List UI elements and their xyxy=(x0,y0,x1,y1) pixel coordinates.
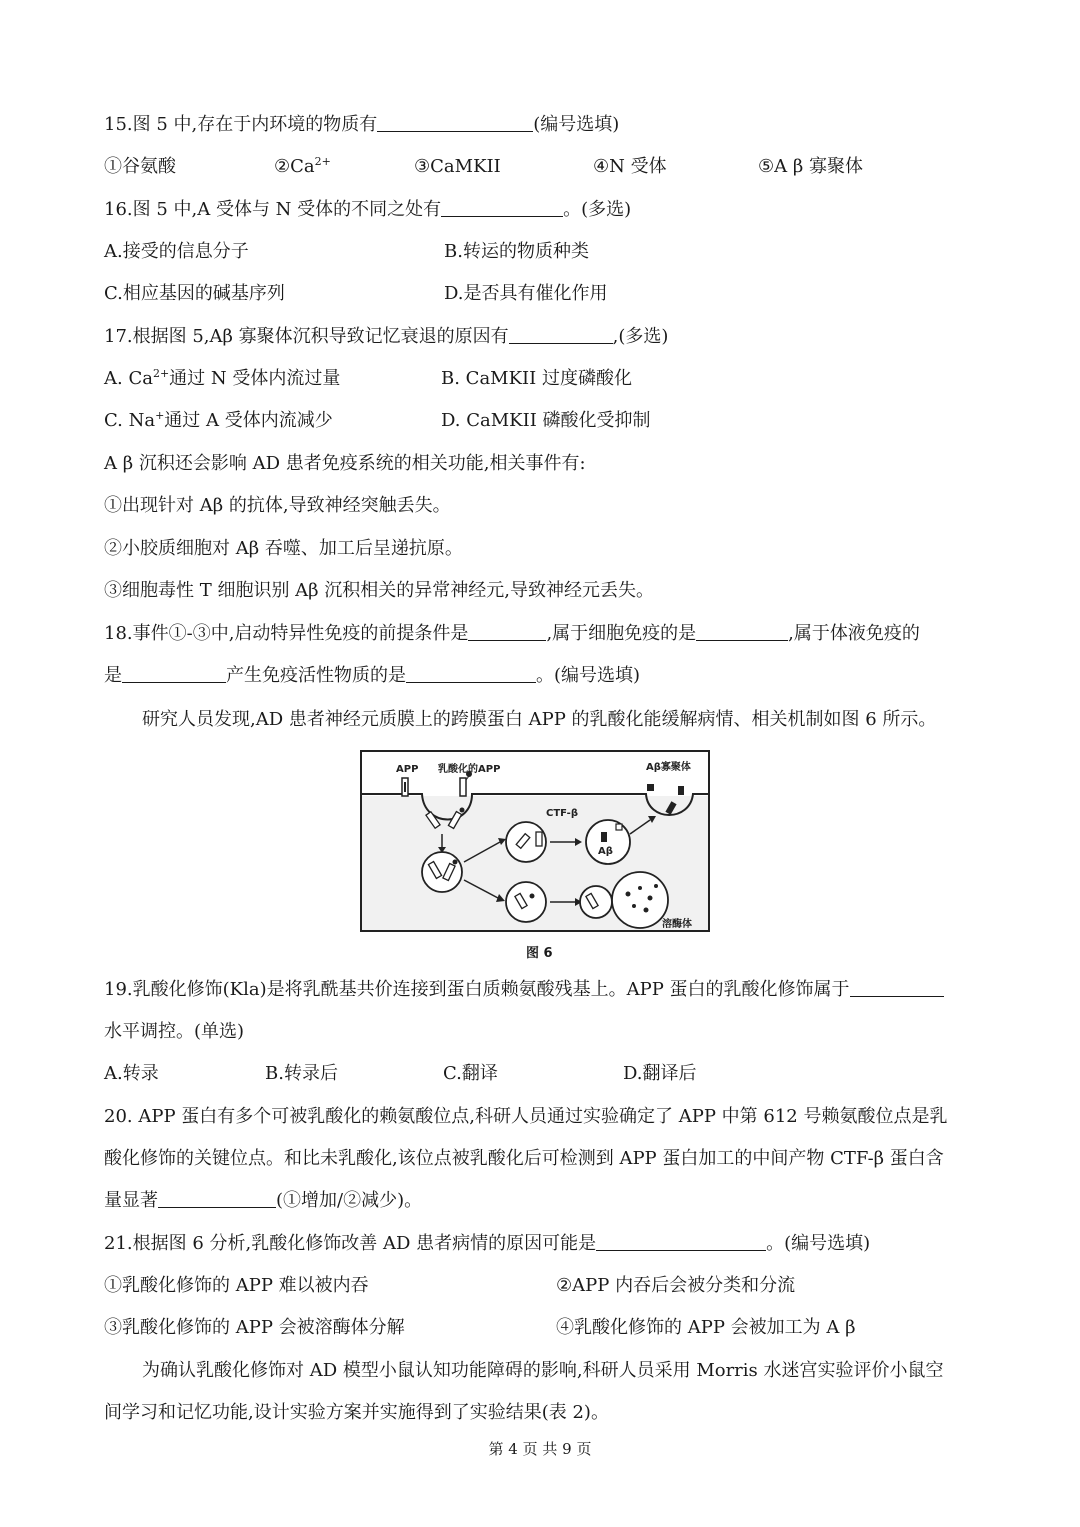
q16-stem: 16.图 5 中,A 受体与 N 受体的不同之处有 xyxy=(104,199,442,220)
q16-option-d: D.是否具有催化作用 xyxy=(444,283,608,304)
page-footer: 第 4 页 共 9 页 xyxy=(488,1440,592,1458)
immune-event-3: ③细胞毒性 T 细胞识别 Aβ 沉积相关的异常神经元,导致神经元丢失。 xyxy=(104,580,655,601)
q18-line-2 xyxy=(104,664,640,688)
label-lactylated-app: 乳酸化的APP xyxy=(438,764,501,775)
q16-answer-blank[interactable] xyxy=(441,198,563,217)
q15-answer-blank[interactable] xyxy=(377,113,533,132)
label-abeta: Aβ xyxy=(598,846,613,857)
q19-stem-line xyxy=(104,978,944,1002)
q15-option-3: ③CaMKII xyxy=(414,156,501,177)
q21-hint: 。(编号选填) xyxy=(766,1233,871,1254)
label-lysosome: 溶酶体 xyxy=(662,919,692,930)
q17-option-a: A. $Ca^{2+}$通过 N 受体内流过量 xyxy=(104,367,341,389)
q15-option-2: $②Ca^{2+}$ xyxy=(274,155,331,177)
q15-option-1: ①谷氨酸 xyxy=(104,156,176,177)
q21-option-1: ①乳酸化修饰的 APP 难以被内吞 xyxy=(104,1275,369,1296)
q20-line-3 xyxy=(104,1189,422,1213)
q15-stem: 15.图 5 中,存在于内环境的物质有 xyxy=(104,114,378,135)
abeta-vesicle xyxy=(586,820,630,864)
q17-hint: ,(多选) xyxy=(612,326,669,347)
q18-blank-2[interactable] xyxy=(696,622,788,641)
q21-option-2: ②APP 内吞后会被分类和分流 xyxy=(556,1275,796,1296)
lysosome xyxy=(612,872,668,928)
q17-option-c: C. Na+通过 A 受体内流减少 xyxy=(104,409,333,431)
q18-blank-1[interactable] xyxy=(468,622,546,641)
label-ctf-beta: CTF-β xyxy=(546,808,578,819)
abeta-oligomer-1 xyxy=(647,784,654,791)
q15-stem-line xyxy=(104,113,619,137)
q17-answer-blank[interactable] xyxy=(509,325,613,344)
q19-answer-blank[interactable] xyxy=(850,978,944,997)
q16-option-b: B.转运的物质种类 xyxy=(444,241,589,262)
app-paragraph: 研究人员发现,AD 患者神经元质膜上的跨膜蛋白 APP 的乳酸化能缓解病情、相关机制如图 6 所示。 xyxy=(142,709,937,730)
q19-option-d: D.翻译后 xyxy=(623,1063,697,1084)
immune-intro: A β 沉积还会影响 AD 患者免疫系统的相关功能,相关事件有: xyxy=(104,453,586,474)
q20-line-1: 20. APP 蛋白有多个可被乳酸化的赖氨酸位点,科研人员通过实验确定了 APP 中第 612 号赖氨酸位点是乳 xyxy=(104,1106,948,1127)
q17-stem: 17.根据图 5,Aβ 寡聚体沉积导致记忆衰退的原因有 xyxy=(104,326,509,347)
q18-line-1 xyxy=(104,622,920,646)
q18-part-4: 是 xyxy=(104,665,122,686)
q16-hint: 。(多选) xyxy=(563,199,632,220)
immune-event-1: ①出现针对 Aβ 的抗体,导致神经突触丢失。 xyxy=(104,495,451,516)
q21-stem: 21.根据图 6 分析,乳酸化修饰改善 AD 患者病情的原因可能是 xyxy=(104,1233,597,1254)
morris-paragraph-line-2: 间学习和记忆功能,设计实验方案并实施得到了实验结果(表 2)。 xyxy=(104,1402,609,1423)
q19-option-b: B.转录后 xyxy=(265,1063,338,1084)
q18-blank-3[interactable] xyxy=(122,664,226,683)
immune-event-2: ②小胶质细胞对 Aβ 吞噬、加工后呈递抗原。 xyxy=(104,538,463,559)
q21-answer-blank[interactable] xyxy=(596,1232,766,1251)
endosome-bottom xyxy=(506,882,546,922)
q17-option-b: B. CaMKII 过度磷酸化 xyxy=(441,368,632,389)
q20-part-b: (①增加/②减少)。 xyxy=(276,1190,423,1211)
q17-stem-line xyxy=(104,325,668,349)
q15-hint: (编号选填) xyxy=(533,114,620,135)
q18-blank-4[interactable] xyxy=(406,664,536,683)
q16-stem-line xyxy=(104,198,631,222)
q21-option-4: ④乳酸化修饰的 APP 会被加工为 A β xyxy=(556,1317,856,1338)
q18-part-6: 。(编号选填) xyxy=(536,665,641,686)
q18-part-1: 18.事件①-③中,启动特异性免疫的前提条件是 xyxy=(104,623,469,644)
q19-option-c: C.翻译 xyxy=(443,1063,498,1084)
label-app: APP xyxy=(396,764,419,775)
q21-option-3: ③乳酸化修饰的 APP 会被溶酶体分解 xyxy=(104,1317,405,1338)
q20-line-2: 酸化修饰的关键位点。和比未乳酸化,该位点被乳酸化后可检测到 APP 蛋白加工的中间产物 CTF-β 蛋白含 xyxy=(104,1148,944,1169)
q15-option-4: ④N 受体 xyxy=(593,156,667,177)
q17-option-d: D. CaMKII 磷酸化受抑制 xyxy=(441,410,651,431)
q18-part-5: 产生免疫活性物质的是 xyxy=(226,665,406,686)
abeta-oligomer-2 xyxy=(678,786,684,795)
label-abeta-oligomer: Aβ寡聚体 xyxy=(646,762,691,773)
q19-option-a: A.转录 xyxy=(104,1063,159,1084)
q18-part-2: ,属于细胞免疫的是 xyxy=(546,623,697,644)
endosome-left xyxy=(422,852,462,892)
figure-6-diagram xyxy=(360,750,710,932)
q20-answer-blank[interactable] xyxy=(158,1189,276,1208)
q21-stem-line xyxy=(104,1232,870,1256)
q18-part-3: ,属于体液免疫的 xyxy=(788,623,920,644)
figure-6-caption: 图 6 xyxy=(526,946,553,961)
q16-option-c: C.相应基因的碱基序列 xyxy=(104,283,285,304)
morris-paragraph-line-1: 为确认乳酸化修饰对 AD 模型小鼠认知功能障碍的影响,科研人员采用 Morris 水迷宫实验评价小鼠空 xyxy=(142,1360,944,1381)
q19-stem: 19.乳酸化修饰(Kla)是将乳酰基共价连接到蛋白质赖氨酸残基上。APP 蛋白的乳酸化修饰属于 xyxy=(104,979,850,1000)
q16-option-a: A.接受的信息分子 xyxy=(104,241,249,262)
abeta-mark xyxy=(601,832,607,842)
q15-option-5: ⑤A β 寡聚体 xyxy=(758,156,863,177)
q19-stem-2: 水平调控。(单选) xyxy=(104,1021,245,1042)
lactylated-app xyxy=(460,778,466,796)
q20-part-a: 量显著 xyxy=(104,1190,158,1211)
